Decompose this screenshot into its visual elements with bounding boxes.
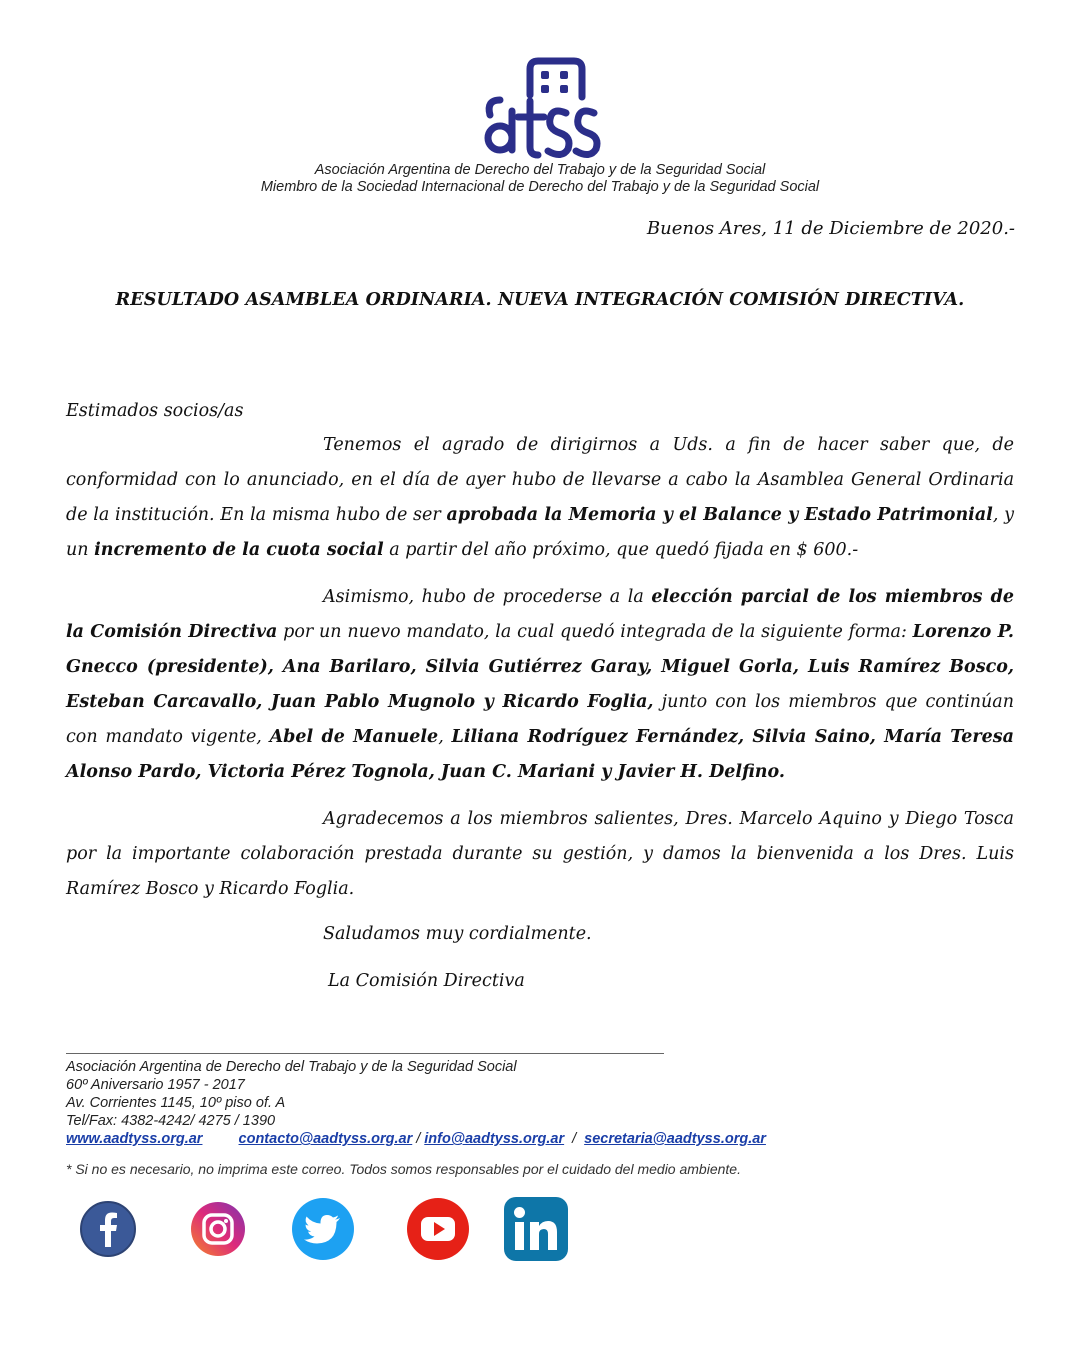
footer-address: Av. Corrientes 1145, 10º piso of. A [66,1095,286,1111]
instagram-icon[interactable] [180,1193,256,1265]
letter-date: Buenos Ares, 11 de Diciembre de 2020.- [646,218,1015,239]
letter-title: RESULTADO ASAMBLEA ORDINARIA. NUEVA INTEGRACIÓN COMISIÓN DIRECTIVA. [115,290,965,310]
website-link[interactable]: www.aadtyss.org.ar [66,1131,203,1147]
closing-salutation: Saludamos muy cordialmente. [323,924,592,944]
header-org-membership: Miembro de la Sociedad Internacional de Derecho del Trabajo y de la Seguridad Social [260,179,820,195]
paragraph-thanks: Agradecemos a los miembros salientes, Dres. Marcelo Aquino y Diego Tosca por la importante colaboración prestada durante su gestión, y damos la bienvenida a los Dres. Luis Ramírez Bosco y Ricardo Foglia. [66,809,1014,899]
facebook-icon[interactable] [68,1193,148,1265]
contacto-email-link[interactable]: contacto@aadtyss.org.ar [238,1131,413,1147]
paragraph-assembly: Tenemos el agrado de dirigirnos a Uds. a fin de hacer saber que, de conformidad con lo anunciado, en el día de ayer hubo de llevarse a cabo la Asamblea General Ordinaria de la institución. En la misma hubo de ser aprobada la Memoria y el Balance y Estado Patrimonial, y un incremento de la cuota social a partir del año próximo, que quedó fijada en $ 600.- [66,435,1015,560]
footer-divider [66,1053,664,1054]
footer-anniversary: 60º Aniversario 1957 - 2017 [66,1077,245,1093]
footer-links: www.aadtyss.org.ar contacto@aadtyss.org.ar / info@aadtyss.org.ar / secretaria@aadtyss.org.ar [66,1131,766,1147]
eco-note: * Si no es necesario, no imprima este correo. Todos somos responsables por el cuidado del medio ambiente. [66,1161,741,1177]
linkedin-icon[interactable] [496,1193,576,1265]
info-email-link[interactable]: info@aadtyss.org.ar [424,1131,565,1147]
organization-logo [478,55,603,165]
greeting: Estimados socios/as [66,401,244,421]
footer-phone: Tel/Fax: 4382-4242/ 4275 / 1390 [66,1113,276,1129]
youtube-icon[interactable] [394,1193,482,1265]
header-org-name: Asociación Argentina de Derecho del Trabajo y de la Seguridad Social [314,162,766,178]
footer-contact [66,1058,766,1148]
signature: La Comisión Directiva [328,971,525,991]
footer-org-name: Asociación Argentina de Derecho del Trabajo y de la Seguridad Social [66,1059,517,1075]
secretaria-email-link[interactable]: secretaria@aadtyss.org.ar [584,1131,766,1147]
twitter-icon[interactable] [274,1193,372,1265]
paragraph-election: Asimismo, hubo de procederse a la elección parcial de los miembros de la Comisión Directiva por un nuevo mandato, la cual quedó integrada de la siguiente forma: Lorenzo P. Gnecco (presidente), Ana Barilaro, Silvia Gutiérrez Garay, Miguel Gorla, Luis Ramírez Bosco, Esteban Carcavallo, Juan Pablo Mugnolo y Ricardo Foglia, junto con los miembros que continúan con mandato vigente, Abel de Manuele, Liliana Rodríguez Fernández, Silvia Saino, María Teresa Alonso Pardo, Victoria Pérez Tognola, Juan C. Mariani y Javier H. Delfino. [66,587,1015,782]
